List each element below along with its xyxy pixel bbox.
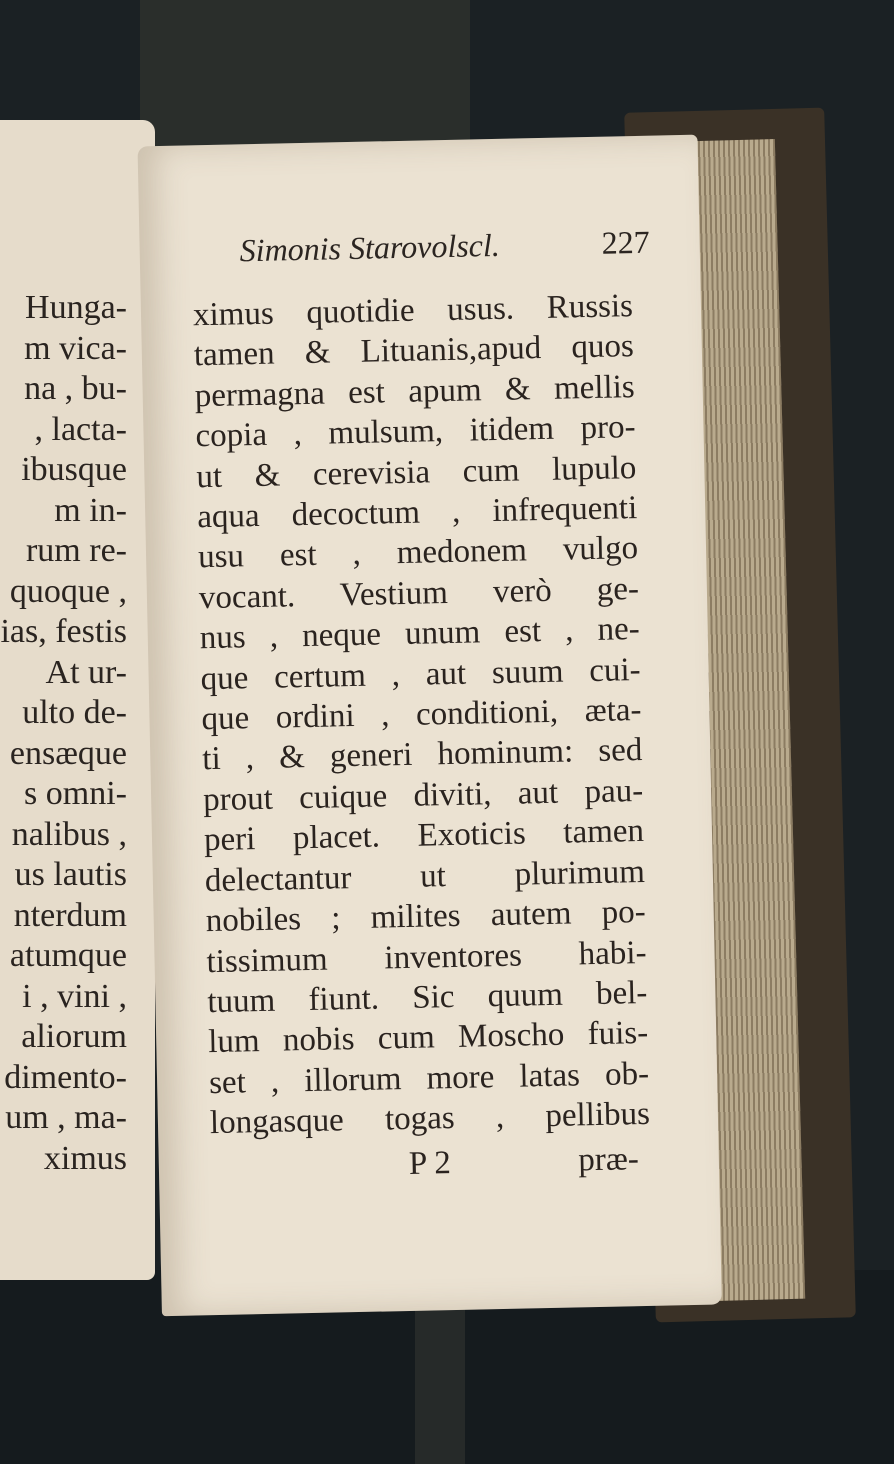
left-text-line: , lacta- <box>34 410 127 448</box>
text-line: nus , neque unum est , ne- <box>199 611 641 657</box>
text-line: lum nobis cum Moscho fuis- <box>207 1015 649 1061</box>
text-line: tamen & Lituanis,apud quos <box>193 328 635 374</box>
page-number: 227 <box>601 223 650 261</box>
text-line: tuum fiunt. Sic quum bel- <box>207 974 648 1021</box>
body-text <box>193 286 651 1144</box>
left-text-line: atumque <box>9 937 127 974</box>
text-line: ximus quotidie usus. Russis <box>192 288 634 334</box>
left-text-line: i , vini , <box>22 977 127 1015</box>
text-line: ut & cerevisia cum lupulo <box>196 449 637 495</box>
left-text-line: aliorum <box>21 1018 127 1055</box>
text-line: nobiles ; milites autem po- <box>205 894 647 940</box>
left-text-line: ibusque <box>21 451 127 488</box>
left-text-line: ias, festis <box>0 613 127 650</box>
text-line: longasque togas , pellibus <box>209 1096 651 1142</box>
left-text-line: ximus <box>43 1139 127 1177</box>
text-line: peri placet. Exoticis tamen <box>203 813 645 859</box>
text-line: que ordini , conditioni, æta- <box>201 692 642 738</box>
left-text-line: um , ma- <box>5 1099 127 1136</box>
left-text-line: nalibus , <box>11 815 127 853</box>
left-text-line: s omni- <box>24 775 127 812</box>
running-head: Simonis Starovolscl. <box>239 226 501 269</box>
left-text-line: ulto de- <box>22 694 127 731</box>
text-line: tissimum inventores habi- <box>206 934 647 980</box>
left-text-line: rum re- <box>25 532 127 569</box>
left-text-line: m vica- <box>24 329 127 367</box>
left-text-line: nterdum <box>13 896 127 934</box>
text-line: aqua decoctum , infrequenti <box>196 490 638 536</box>
left-text-line: Hunga- <box>25 289 127 326</box>
left-text-line: ensæque <box>9 734 127 772</box>
text-line: delectantur ut plurimum <box>204 853 646 899</box>
left-text-line: m in- <box>54 491 127 529</box>
page-header <box>239 224 650 277</box>
text-line: prout cuique diviti, aut pau- <box>202 772 644 819</box>
left-text-line: us lautis <box>14 856 127 893</box>
text-line: ti , & generi hominum: sed <box>201 732 643 778</box>
text-line: usu est , medonem vulgo <box>197 530 639 576</box>
left-page <box>0 120 155 1280</box>
left-text-line: At ur- <box>45 653 127 691</box>
catchword: præ- <box>577 1141 640 1179</box>
text-line: que certum , aut suum cui- <box>200 651 641 697</box>
text-line: copia , mulsum, itidem pro- <box>195 409 636 455</box>
left-text-line: dimento- <box>4 1058 127 1096</box>
page-footer <box>408 1141 639 1190</box>
right-page <box>138 135 722 1316</box>
background-support-lower <box>415 1290 465 1464</box>
background-support <box>140 0 470 150</box>
left-text-line: quoque , <box>9 572 127 610</box>
left-text-line: na , bu- <box>24 370 127 407</box>
left-page-text <box>0 288 127 1179</box>
text-line: set , illorum more latas ob- <box>208 1055 650 1101</box>
signature-mark: P 2 <box>408 1145 452 1182</box>
text-line: permagna est apum & mellis <box>194 368 636 415</box>
text-line: vocant. Vestium verò ge- <box>198 570 640 617</box>
